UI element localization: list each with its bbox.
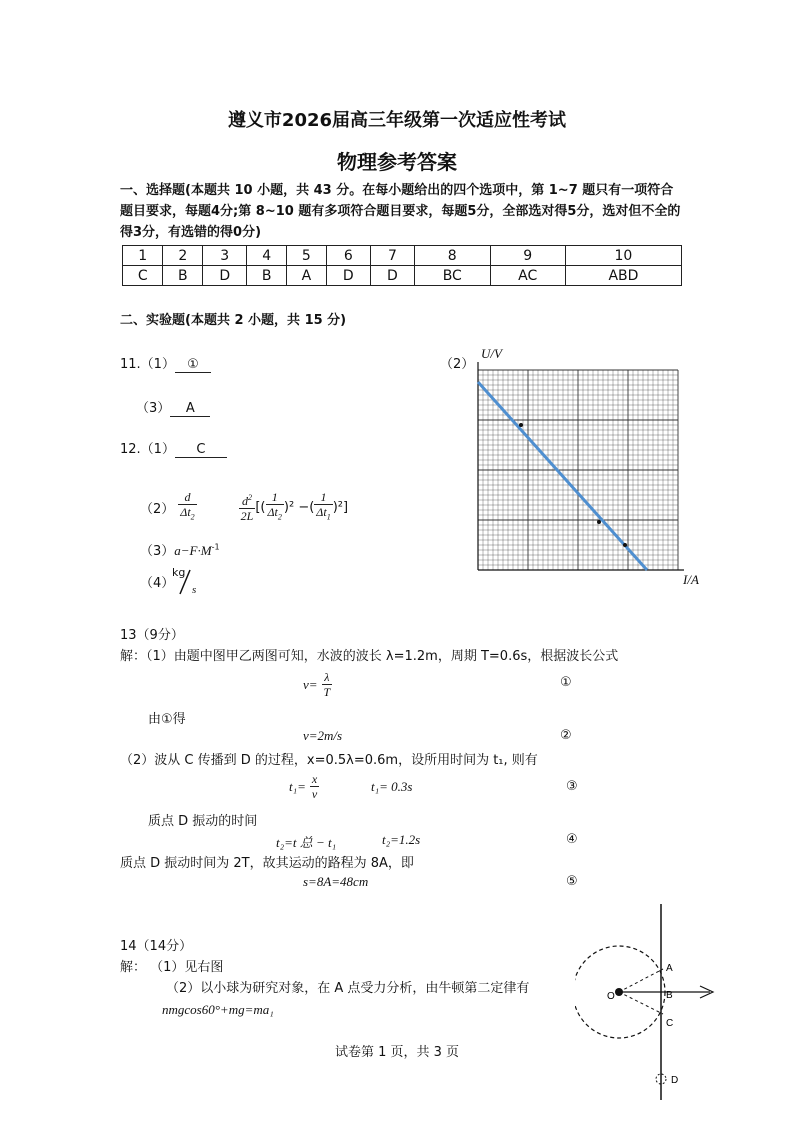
eq2-mark: ②	[560, 728, 572, 743]
table-cell: D	[326, 266, 370, 286]
eq5-mark: ⑤	[566, 874, 578, 889]
q13-line3: （2）波从 C 传播到 D 的过程，x=0.5λ=0.6m，设所用时间为 t₁, 则有	[120, 753, 538, 768]
fraction-numerator: x	[311, 772, 318, 786]
q12-part1	[120, 438, 227, 458]
fraction-d-over-dt2	[178, 490, 196, 524]
table-cell: ABD	[565, 266, 681, 286]
q13-line4: 质点 D 振动的时间	[148, 814, 258, 829]
table-cell: 3	[203, 246, 247, 266]
table-cell: 10	[565, 246, 681, 266]
fraction-numerator: 1	[266, 490, 284, 505]
q13-line2: 由①得	[148, 712, 186, 727]
q13-eq3-value: t₁= 0.3s	[371, 779, 413, 794]
q13-line1: 解：（1）由题中图甲乙两图可知，水波的波长 λ=1.2m，周期 T=0.6s，根据波长公式	[120, 649, 619, 664]
q11-answer1: ①	[175, 357, 211, 373]
fraction-lambda-over-T	[322, 670, 333, 699]
answer-table-answer-row	[123, 266, 682, 286]
section1-instructions: 一、选择题(本题共 10 小题，共 43 分。在每小题给出的四个选项中，第 1~7 题只有一项符合题目要求，每题4分;第 8~10 题有多项符合题目要求，每题5分，全部选对得5分，选对但不全的得3分，有选错的得0分)	[120, 183, 681, 240]
u-i-graph	[470, 362, 685, 577]
q13-eq3	[289, 772, 319, 801]
label-o: O	[607, 991, 615, 1002]
q14-line2: （2）以小球为研究对象，在 A 点受力分析，由牛顿第二定律有	[166, 981, 530, 996]
q11-part3-label: （3）	[136, 401, 171, 416]
bracket-mid: )² −(	[283, 499, 315, 515]
graph-grid	[478, 362, 684, 570]
eq3-lhs: t₁=	[289, 778, 306, 794]
radius-to-a	[619, 969, 663, 992]
graph-x-label: I/A	[683, 572, 699, 587]
q13-eq4b: t₂=1.2s	[382, 832, 421, 847]
fraction-denominator: 2L	[240, 509, 254, 524]
q14-line1: 解： （1）见右图	[120, 960, 224, 975]
fraction-1-over-dt2	[266, 490, 284, 524]
eq1-mark: ①	[560, 675, 572, 690]
q12-part2-label: （2）	[140, 501, 175, 517]
q12-part4-label: （4）	[140, 576, 175, 591]
page-footer: 试卷第 1 页，共 3 页	[334, 1045, 460, 1060]
bracket-close: )²]	[332, 499, 349, 515]
table-cell: 7	[370, 246, 414, 266]
q13-eq2: v=2m/s	[303, 728, 343, 743]
q14-eq1: nmgcos60°+mg=ma₁	[162, 1002, 274, 1017]
eq4-mark: ④	[566, 832, 578, 847]
q12-part3-label: （3）	[140, 544, 175, 559]
fraction-numerator: λ	[322, 670, 333, 685]
q12-part3	[140, 540, 220, 559]
fraction-numerator: 1	[314, 490, 332, 505]
fraction-numerator: $d^2$	[239, 491, 256, 509]
fraction-denominator: $\Delta t_2$	[267, 505, 282, 522]
table-cell: 9	[490, 246, 565, 266]
q11-part1	[120, 353, 211, 373]
bracket-open: [(	[255, 499, 266, 515]
label-d: D	[671, 1075, 679, 1086]
fraction-denominator: $\Delta t_1$	[316, 505, 331, 522]
fraction-1-over-dt1	[314, 490, 332, 524]
answer-key-title: 物理参考答案	[337, 150, 457, 174]
fraction-denominator: v	[311, 787, 318, 801]
table-cell: B	[163, 266, 203, 286]
q11-part2-label: （2）	[440, 357, 475, 372]
table-cell: BC	[415, 266, 490, 286]
q13-line5: 质点 D 振动时间为 2T，故其运动的路程为 8A，即	[120, 856, 414, 871]
answer-table-number-row	[123, 246, 682, 266]
q12-answer3: a−F·M	[174, 543, 212, 558]
circle-motion-diagram	[575, 900, 725, 1105]
table-cell: 2	[163, 246, 203, 266]
answer-table	[122, 245, 682, 286]
graph-data-point	[597, 520, 601, 524]
q12-answer4-slash	[178, 568, 192, 596]
fraction-denominator: T	[323, 685, 331, 699]
table-cell: AC	[490, 266, 565, 286]
q11-part3	[136, 397, 210, 417]
q11-label: 11.（1）	[120, 357, 175, 372]
fraction-x-over-v	[310, 772, 319, 801]
q13-eq4a: t₂=t 总 − t₁	[276, 835, 337, 850]
center-point-o	[615, 988, 623, 996]
table-cell: D	[370, 266, 414, 286]
radius-to-c	[619, 992, 663, 1014]
q13-eq5: s=8A=48cm	[303, 874, 369, 889]
q12-answer4-kg: kg	[172, 566, 186, 579]
label-b: B	[666, 990, 673, 1001]
graph-data-point	[519, 423, 523, 427]
q12-label: 12.（1）	[120, 442, 175, 457]
graph-fit-line	[478, 382, 647, 570]
q12-part2	[140, 490, 348, 524]
q13-eq1	[303, 670, 332, 699]
eq3-mark: ③	[566, 779, 578, 794]
fraction-numerator: d	[178, 490, 196, 505]
table-cell: C	[123, 266, 163, 286]
eq1-lhs: v=	[303, 676, 318, 692]
graph-data-point	[623, 543, 627, 547]
exam-title: 遵义市2026届高三年级第一次适应性考试	[227, 110, 567, 131]
table-cell: A	[287, 266, 327, 286]
q14-heading: 14（14分）	[120, 939, 193, 954]
label-c: C	[666, 1018, 674, 1029]
fraction-denominator: $\Delta t_2$	[180, 505, 195, 522]
table-cell: 6	[326, 246, 370, 266]
label-a: A	[666, 963, 673, 974]
table-cell: 4	[247, 246, 287, 266]
fraction-d2-over-2L	[239, 491, 256, 523]
graph-y-label: U/V	[481, 346, 502, 361]
q11-answer3: A	[170, 401, 210, 417]
table-cell: 5	[287, 246, 327, 266]
q12-answer3-exponent: -1	[211, 542, 220, 552]
table-cell: 1	[123, 246, 163, 266]
q12-answer4-s: s	[192, 584, 197, 596]
section2-heading: 二、实验题(本题共 2 小题，共 15 分)	[120, 313, 347, 328]
table-cell: 8	[415, 246, 490, 266]
q12-answer1: C	[175, 442, 227, 458]
q13-heading: 13（9分）	[120, 628, 184, 643]
table-cell: B	[247, 266, 287, 286]
table-cell: D	[203, 266, 247, 286]
